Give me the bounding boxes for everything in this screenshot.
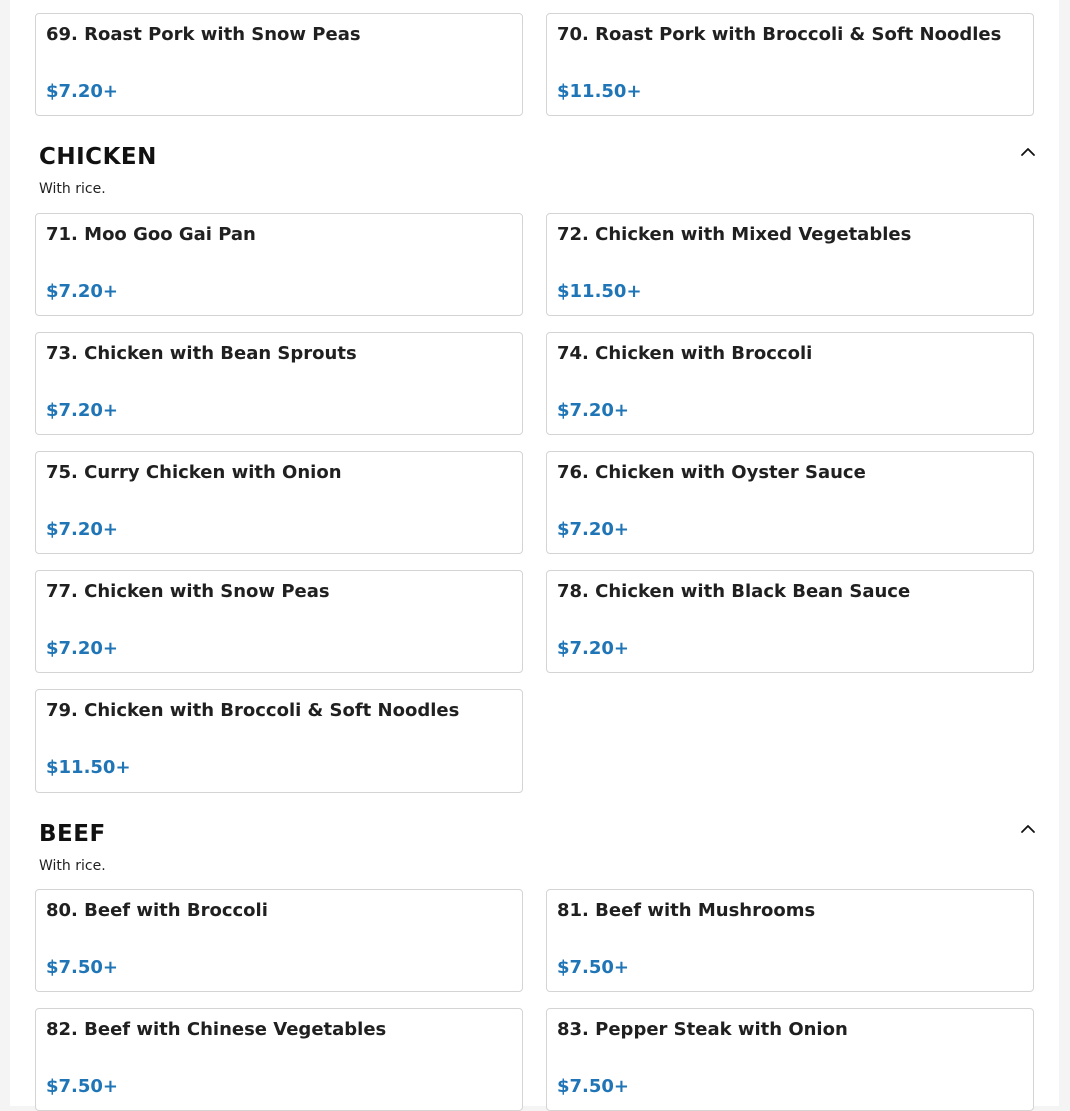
section-description: With rice. [39, 858, 106, 874]
menu-item-card[interactable] [35, 451, 523, 554]
menu-item-name: 70. Roast Pork with Broccoli & Soft Noodles [557, 24, 1002, 45]
menu-item-name: 76. Chicken with Oyster Sauce [557, 462, 866, 483]
menu-item-price: $11.50+ [557, 281, 642, 302]
roast-pork-items-grid [35, 13, 1034, 116]
chevron-up-icon[interactable] [1019, 820, 1037, 838]
menu-item-card[interactable] [35, 332, 523, 435]
menu-item-price: $11.50+ [46, 757, 131, 778]
menu-item-price: $7.20+ [46, 81, 119, 102]
menu-item-name: 81. Beef with Mushrooms [557, 900, 816, 921]
menu-page [10, 0, 1059, 1106]
section-title: CHICKEN [39, 144, 157, 170]
menu-item-card[interactable] [35, 570, 523, 673]
menu-item-card[interactable] [546, 13, 1034, 116]
menu-item-name: 79. Chicken with Broccoli & Soft Noodles [46, 700, 460, 721]
menu-item-price: $7.20+ [46, 400, 119, 421]
menu-item-name: 74. Chicken with Broccoli [557, 343, 813, 364]
menu-item-name: 75. Curry Chicken with Onion [46, 462, 342, 483]
menu-item-name: 72. Chicken with Mixed Vegetables [557, 224, 912, 245]
beef-items-grid [35, 889, 1034, 1111]
menu-item-price: $7.20+ [46, 281, 119, 302]
menu-item-name: 77. Chicken with Snow Peas [46, 581, 330, 602]
menu-item-card[interactable] [546, 332, 1034, 435]
menu-item-price: $7.50+ [557, 957, 630, 978]
section-description: With rice. [39, 181, 106, 197]
menu-item-name: 82. Beef with Chinese Vegetables [46, 1019, 387, 1040]
chicken-items-grid [35, 213, 1034, 793]
menu-item-price: $7.20+ [557, 638, 630, 659]
menu-item-price: $7.20+ [46, 638, 119, 659]
menu-item-name: 73. Chicken with Bean Sprouts [46, 343, 357, 364]
section-header-chicken [39, 143, 1039, 197]
menu-item-card[interactable] [35, 213, 523, 316]
menu-item-price: $11.50+ [557, 81, 642, 102]
section-title: BEEF [39, 821, 106, 847]
menu-item-name: 80. Beef with Broccoli [46, 900, 268, 921]
menu-item-card[interactable] [35, 889, 523, 992]
menu-item-name: 78. Chicken with Black Bean Sauce [557, 581, 911, 602]
menu-item-price: $7.50+ [46, 957, 119, 978]
menu-item-price: $7.20+ [557, 519, 630, 540]
menu-item-name: 69. Roast Pork with Snow Peas [46, 24, 361, 45]
menu-item-price: $7.20+ [46, 519, 119, 540]
menu-item-card[interactable] [35, 13, 523, 116]
menu-item-name: 83. Pepper Steak with Onion [557, 1019, 848, 1040]
menu-item-price: $7.50+ [557, 1076, 630, 1097]
menu-item-price: $7.50+ [46, 1076, 119, 1097]
menu-item-name: 71. Moo Goo Gai Pan [46, 224, 256, 245]
menu-item-card[interactable] [546, 889, 1034, 992]
menu-item-price: $7.20+ [557, 400, 630, 421]
menu-item-card[interactable] [35, 1008, 523, 1111]
chevron-up-icon[interactable] [1019, 143, 1037, 161]
section-header-beef [39, 820, 1039, 874]
menu-item-card[interactable] [546, 1008, 1034, 1111]
menu-item-card[interactable] [546, 570, 1034, 673]
menu-item-card[interactable] [35, 689, 523, 793]
menu-item-card[interactable] [546, 451, 1034, 554]
menu-item-card[interactable] [546, 213, 1034, 316]
